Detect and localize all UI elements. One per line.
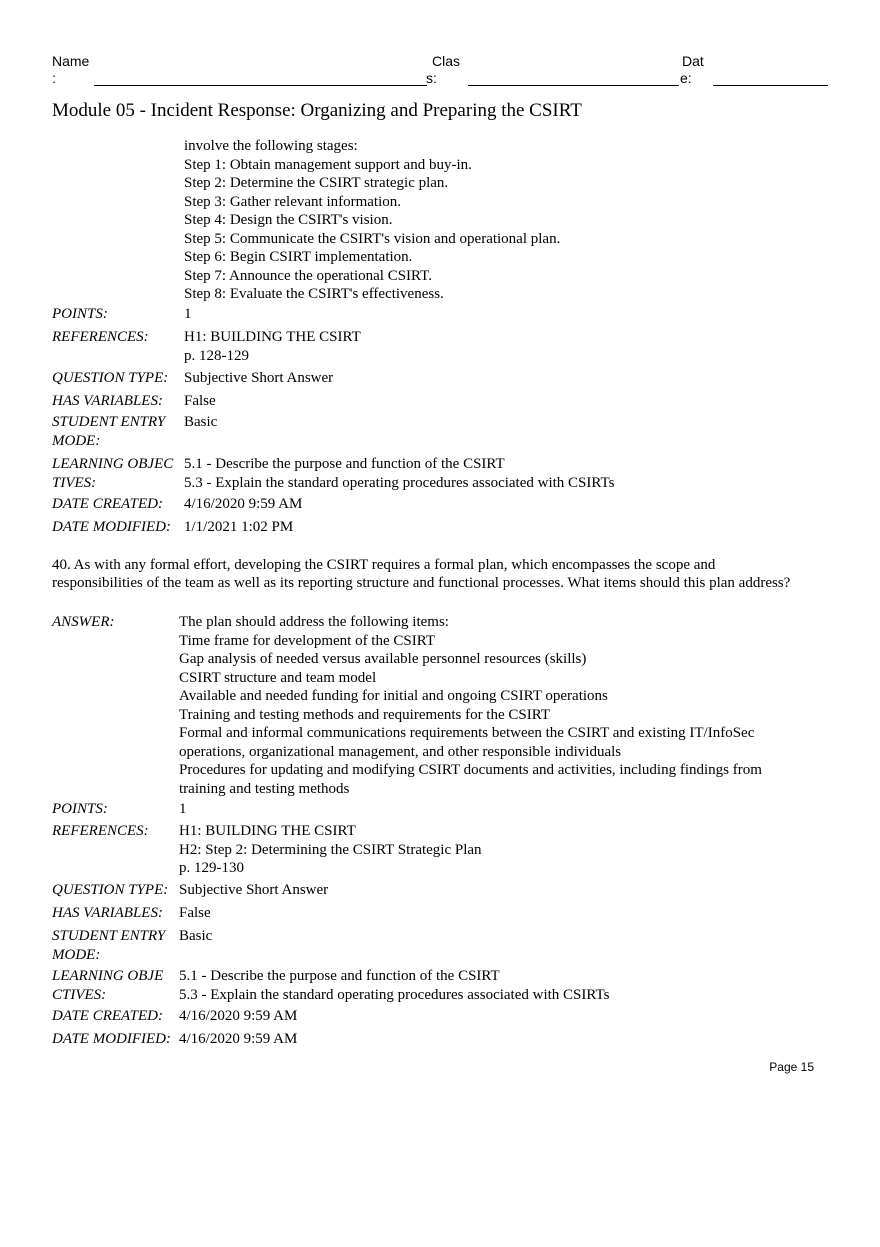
answer-line: Training and testing methods and requirements for the CSIRT [179, 706, 550, 723]
name-label-colon: : [52, 70, 56, 86]
name-field-line[interactable] [94, 85, 427, 86]
learning-objectives-label: LEARNING OBJEC TIVES: [52, 456, 174, 491]
question-type-label: QUESTION TYPE: [52, 882, 169, 898]
answer-line: Step 5: Communicate the CSIRT's vision and operational plan. [184, 230, 561, 247]
date-modified-label: DATE MODIFIED: [52, 519, 171, 535]
answer-line: CSIRT structure and team model [179, 669, 377, 686]
learning-objective: 5.3 - Explain the standard operating procedures associated with CSIRTs [179, 986, 610, 1003]
answer-line: Gap analysis of needed versus available personnel resources (skills) [179, 651, 587, 667]
points-value: 1 [179, 801, 187, 817]
points-label: POINTS: [52, 306, 108, 322]
date-label: Dat [682, 53, 704, 69]
has-variables-label: HAS VARIABLES: [52, 905, 163, 921]
question-40-text: 40. As with any formal effort, developing the CSIRT requires a formal plan, which encompasses the scope and responsibilities of the team as well as its reporting structure and functional processes. What items should this plan address? [52, 557, 791, 591]
date-modified-value: 1/1/2021 1:02 PM [184, 519, 294, 535]
reference-line: H1: BUILDING THE CSIRT [184, 329, 361, 345]
class-label: Clas [432, 53, 461, 69]
answer-line: Formal and informal communications requirements between the CSIRT and existing IT/InfoSec operations, organizational management, and other responsible individuals [179, 725, 755, 760]
points-value: 1 [184, 306, 192, 322]
answer-line: Procedures for updating and modifying CSIRT documents and activities, including findings from training and testing methods [179, 762, 762, 797]
date-modified-label: DATE MODIFIED: [52, 1031, 171, 1047]
answer-lines [184, 137, 832, 304]
learning-objective: 5.3 - Explain the standard operating procedures associated with CSIRTs [184, 474, 615, 491]
name-label: Name [52, 53, 90, 69]
answer-line: Step 3: Gather relevant information. [184, 193, 402, 210]
module-title: Module 05 - Incident Response: Organizing and Preparing the CSIRT [52, 100, 582, 121]
student-entry-label: STUDENT ENTRY MODE: [52, 928, 166, 963]
references-label: REFERENCES: [52, 823, 149, 839]
class-label-suffix: s: [426, 70, 437, 86]
answer-line: Step 8: Evaluate the CSIRT's effectiveness. [184, 286, 444, 302]
reference-line: H2: Step 2: Determining the CSIRT Strategic Plan [179, 841, 482, 858]
answer-line: Step 4: Design the CSIRT's vision. [184, 212, 393, 228]
answer-label: ANSWER: [52, 614, 115, 630]
date-created-label: DATE CREATED: [52, 1008, 163, 1024]
has-variables-label: HAS VARIABLES: [52, 393, 163, 409]
learning-objective: 5.1 - Describe the purpose and function of the CSIRT [179, 968, 500, 984]
question-type-label: QUESTION TYPE: [52, 370, 169, 386]
answer-line: Time frame for development of the CSIRT [179, 632, 435, 649]
answer-line: Step 1: Obtain management support and buy-in. [184, 156, 472, 173]
has-variables-value: False [184, 393, 216, 409]
answer-line: involve the following stages: [184, 138, 358, 154]
class-field-line[interactable] [468, 85, 679, 86]
reference-line: H1: BUILDING THE CSIRT [179, 823, 356, 839]
page-number: Page 15 [769, 1060, 814, 1074]
reference-line: p. 128-129 [184, 347, 249, 364]
learning-objective: 5.1 - Describe the purpose and function of the CSIRT [184, 456, 505, 472]
answer-line: Available and needed funding for initial and ongoing CSIRT operations [179, 688, 608, 704]
student-entry-value: Basic [179, 928, 213, 944]
date-modified-value: 4/16/2020 9:59 AM [179, 1031, 298, 1047]
date-created-value: 4/16/2020 9:59 AM [179, 1008, 298, 1024]
learning-objectives-label: LEARNING OBJE CTIVES: [52, 968, 164, 1003]
answer-line: The plan should address the following items: [179, 614, 449, 630]
student-entry-label: STUDENT ENTRY MODE: [52, 414, 166, 449]
student-entry-value: Basic [184, 414, 218, 430]
answer-line: Step 6: Begin CSIRT implementation. [184, 249, 413, 265]
date-field-line[interactable] [713, 85, 828, 86]
points-label: POINTS: [52, 801, 108, 817]
reference-line: p. 129-130 [179, 860, 244, 876]
question-type-value: Subjective Short Answer [179, 882, 329, 898]
answer-line: Step 7: Announce the operational CSIRT. [184, 267, 432, 284]
date-created-value: 4/16/2020 9:59 AM [184, 496, 303, 512]
date-label-suffix: e: [680, 70, 692, 86]
has-variables-value: False [179, 905, 211, 921]
answer-line: Step 2: Determine the CSIRT strategic plan. [184, 175, 449, 191]
date-created-label: DATE CREATED: [52, 496, 163, 512]
question-type-value: Subjective Short Answer [184, 370, 334, 386]
references-label: REFERENCES: [52, 329, 149, 345]
